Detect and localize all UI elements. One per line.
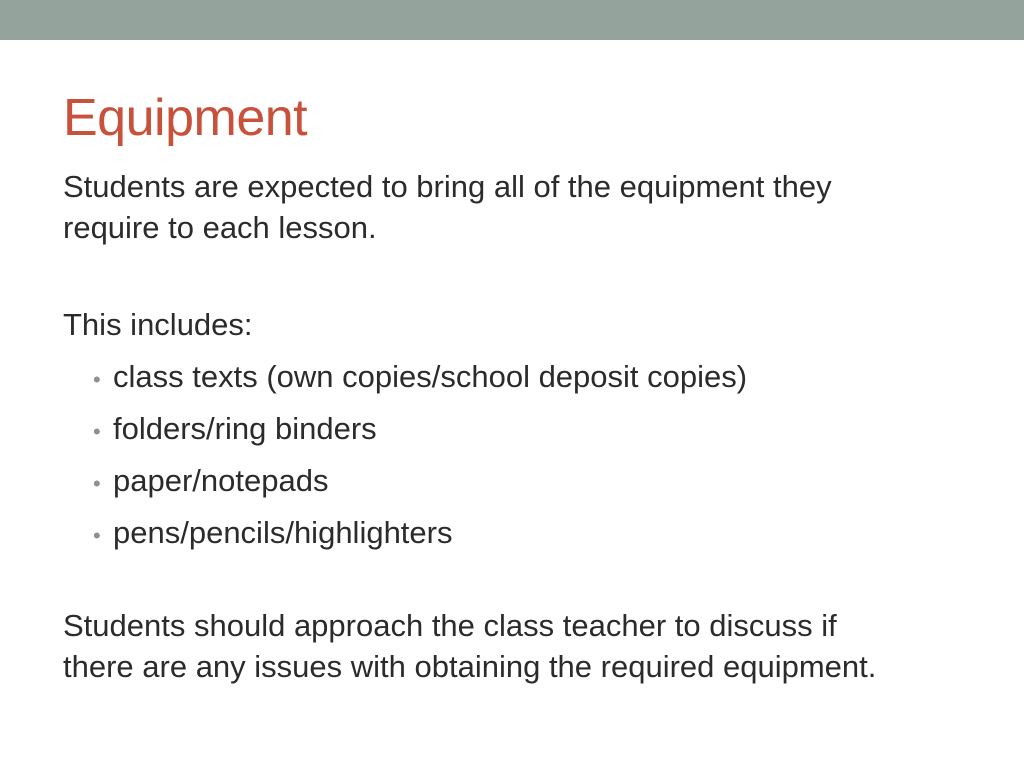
list-item <box>93 352 983 404</box>
list-item-text: pens/pencils/highlighters <box>113 515 453 550</box>
equipment-list <box>63 352 983 560</box>
closing-line-2: there are any issues with obtaining the required equipment. <box>63 649 877 684</box>
bullet-icon: • <box>93 419 101 444</box>
slide-title: Equipment <box>63 89 308 147</box>
list-item <box>93 508 983 560</box>
includes-label: This includes: <box>63 307 253 342</box>
bullet-icon: • <box>93 471 101 496</box>
intro-paragraph <box>63 166 983 248</box>
list-item-text: folders/ring binders <box>113 411 377 446</box>
intro-line-1: Students are expected to bring all of the equipment they <box>63 169 832 204</box>
list-item-text: paper/notepads <box>113 463 329 498</box>
bullet-icon: • <box>93 523 101 548</box>
bullet-icon: • <box>93 367 101 392</box>
list-item-text: class texts (own copies/school deposit copies) <box>113 359 748 394</box>
closing-paragraph <box>63 605 983 687</box>
top-accent-bar <box>0 0 1024 40</box>
list-item <box>93 404 983 456</box>
intro-line-2: require to each lesson. <box>63 210 377 245</box>
slide-body <box>63 166 983 687</box>
list-item <box>93 456 983 508</box>
closing-line-1: Students should approach the class teacher to discuss if <box>63 608 837 643</box>
